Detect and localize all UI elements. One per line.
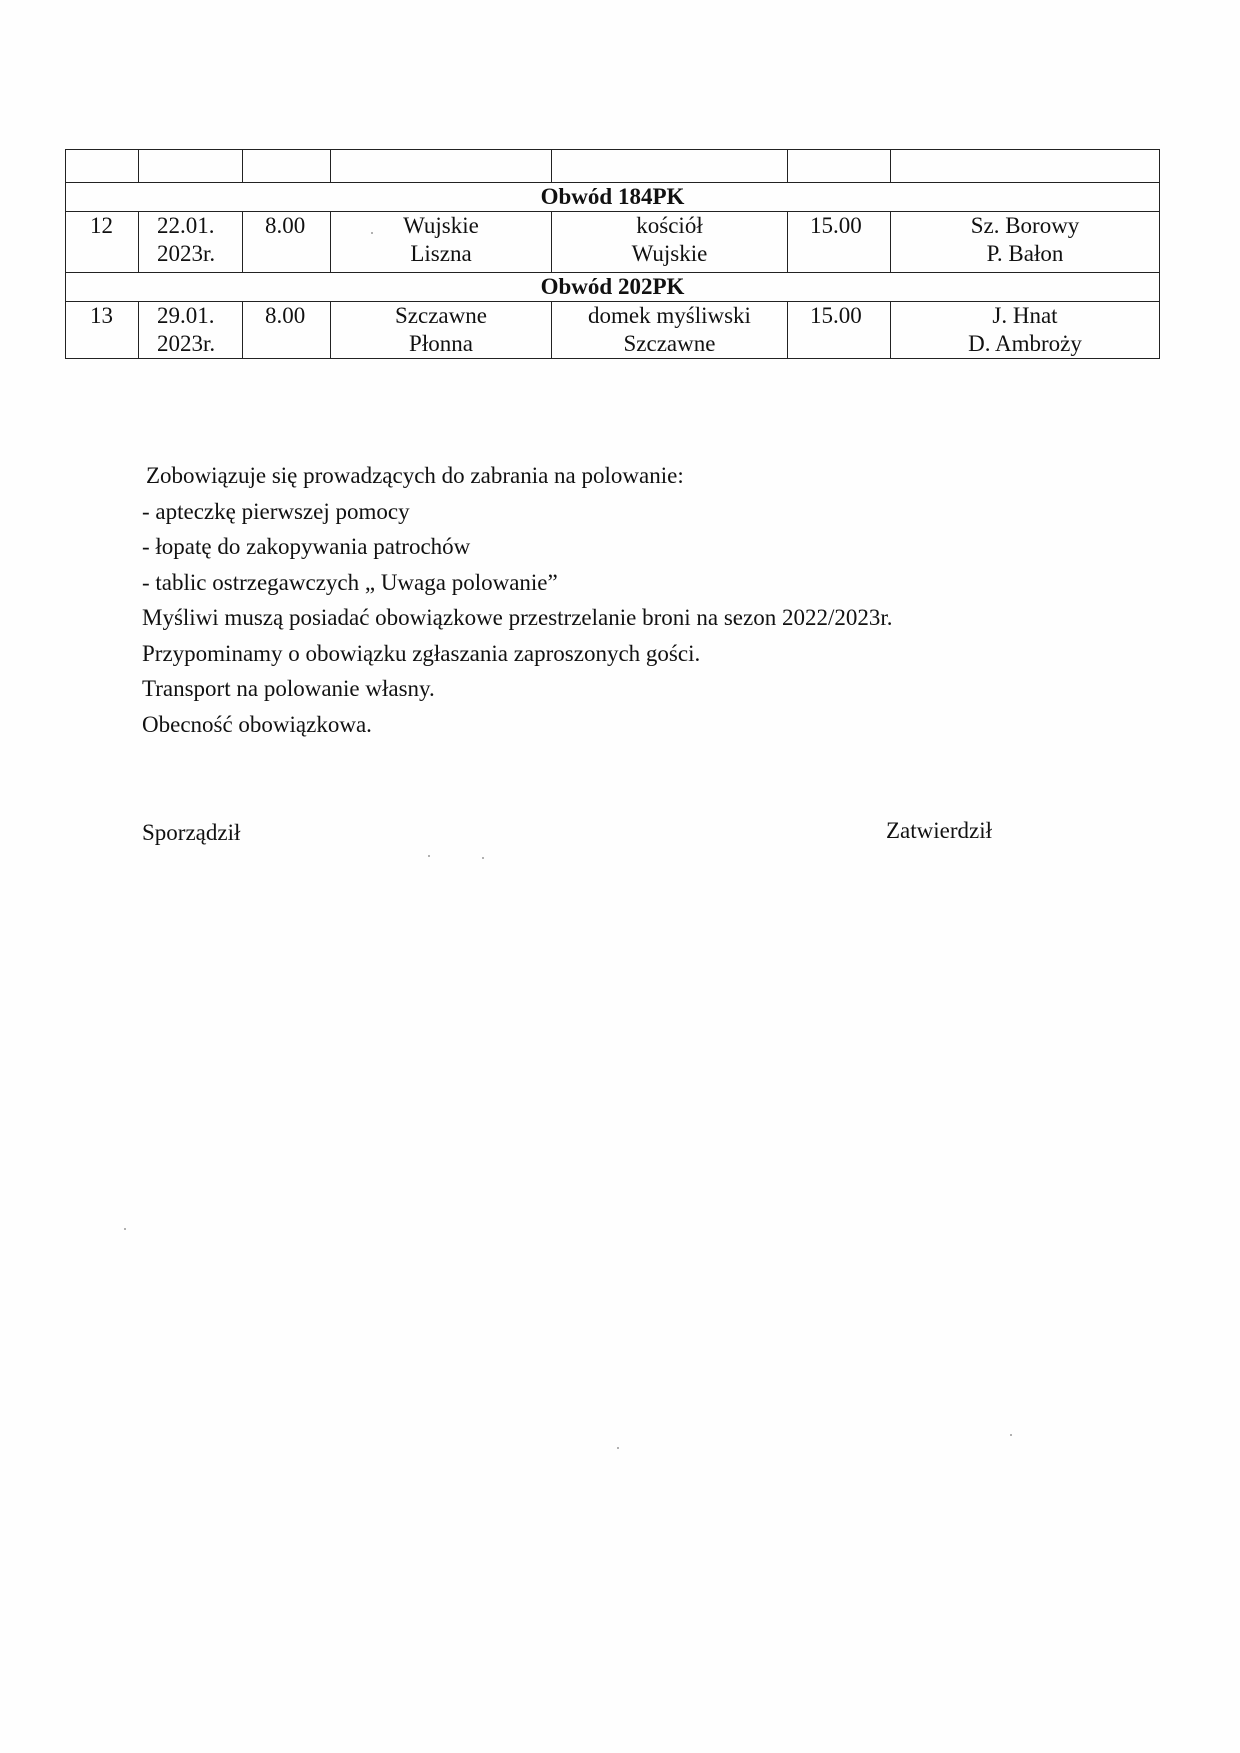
leader-2: D. Ambroży <box>968 331 1082 356</box>
notes-weapons-line: Myśliwi muszą posiadać obowiązkowe przestrzelanie broni na sezon 2022/2023r. <box>142 605 893 630</box>
scan-speck <box>371 232 373 234</box>
scan-speck <box>482 857 484 859</box>
notes-item-warning-signs: - tablic ostrzegawczych „ Uwaga polowanie” <box>142 569 558 595</box>
table-cell <box>788 150 891 183</box>
start-time: 8.00 <box>243 302 331 359</box>
section-title: Obwód 184PK <box>66 183 1160 212</box>
hunt-date-year: 2023r. <box>157 331 216 356</box>
hunt-date-year: 2023r. <box>157 241 216 266</box>
notes-attendance-line: Obecność obowiązkowa. <box>142 711 372 737</box>
scan-speck <box>617 1447 619 1449</box>
section-header-row <box>66 183 1160 212</box>
leader-1: Sz. Borowy <box>970 213 1080 238</box>
leader-2: P. Bałon <box>986 241 1064 266</box>
meeting-place <box>552 302 788 359</box>
meeting-place-line1: domek myśliwski <box>588 303 751 328</box>
hunt-area-1: Wujskie <box>403 213 479 238</box>
prepared-by-label: Sporządził <box>142 820 241 845</box>
table-cell <box>66 150 139 183</box>
notes-guests-line: Przypominamy o obowiązku zgłaszania zaproszonych gości. <box>142 640 701 666</box>
hunt-areas <box>331 212 552 273</box>
hunt-area-1: Szczawne <box>395 303 487 328</box>
section-title: Obwód 202PK <box>66 273 1160 302</box>
scan-speck <box>124 1228 126 1230</box>
approved-by-label: Zatwierdził <box>886 818 993 843</box>
table-cell <box>331 150 552 183</box>
notes-item-first-aid: - apteczkę pierwszej pomocy <box>142 498 410 524</box>
section-header-row <box>66 273 1160 302</box>
meeting-place <box>552 212 788 273</box>
hunt-area-2: Liszna <box>410 241 472 266</box>
hunt-number: 13 <box>66 302 139 359</box>
table-cell <box>243 150 331 183</box>
hunt-date <box>139 212 243 273</box>
table-row-blank <box>66 150 1160 183</box>
table-cell <box>552 150 788 183</box>
hunt-leaders <box>891 302 1160 359</box>
scan-speck <box>428 855 430 857</box>
hunt-leaders <box>891 212 1160 273</box>
hunt-date <box>139 302 243 359</box>
hunting-schedule-table <box>65 149 1160 359</box>
hunt-date-day: 29.01. <box>157 303 215 328</box>
meeting-place-line1: kościół <box>636 213 703 238</box>
start-time: 8.00 <box>243 212 331 273</box>
meeting-place-line2: Wujskie <box>631 241 708 266</box>
meeting-place-line2: Szczawne <box>623 331 716 356</box>
notes-intro: Zobowiązuje się prowadzących do zabrania na polowanie: <box>146 463 684 488</box>
end-time: 15.00 <box>788 302 891 359</box>
leader-1: J. Hnat <box>992 303 1058 328</box>
hunt-areas <box>331 302 552 359</box>
hunt-number: 12 <box>66 212 139 273</box>
table-cell <box>139 150 243 183</box>
hunt-area-2: Płonna <box>409 331 473 356</box>
notes-block <box>142 458 893 742</box>
table-row <box>66 212 1160 273</box>
end-time: 15.00 <box>788 212 891 273</box>
table-row <box>66 302 1160 359</box>
notes-item-shovel: - łopatę do zakopywania patrochów <box>142 534 471 559</box>
hunt-date-day: 22.01. <box>157 213 215 238</box>
scan-speck <box>1010 1434 1012 1436</box>
table-cell <box>891 150 1160 183</box>
notes-transport-line: Transport na polowanie własny. <box>142 676 435 701</box>
